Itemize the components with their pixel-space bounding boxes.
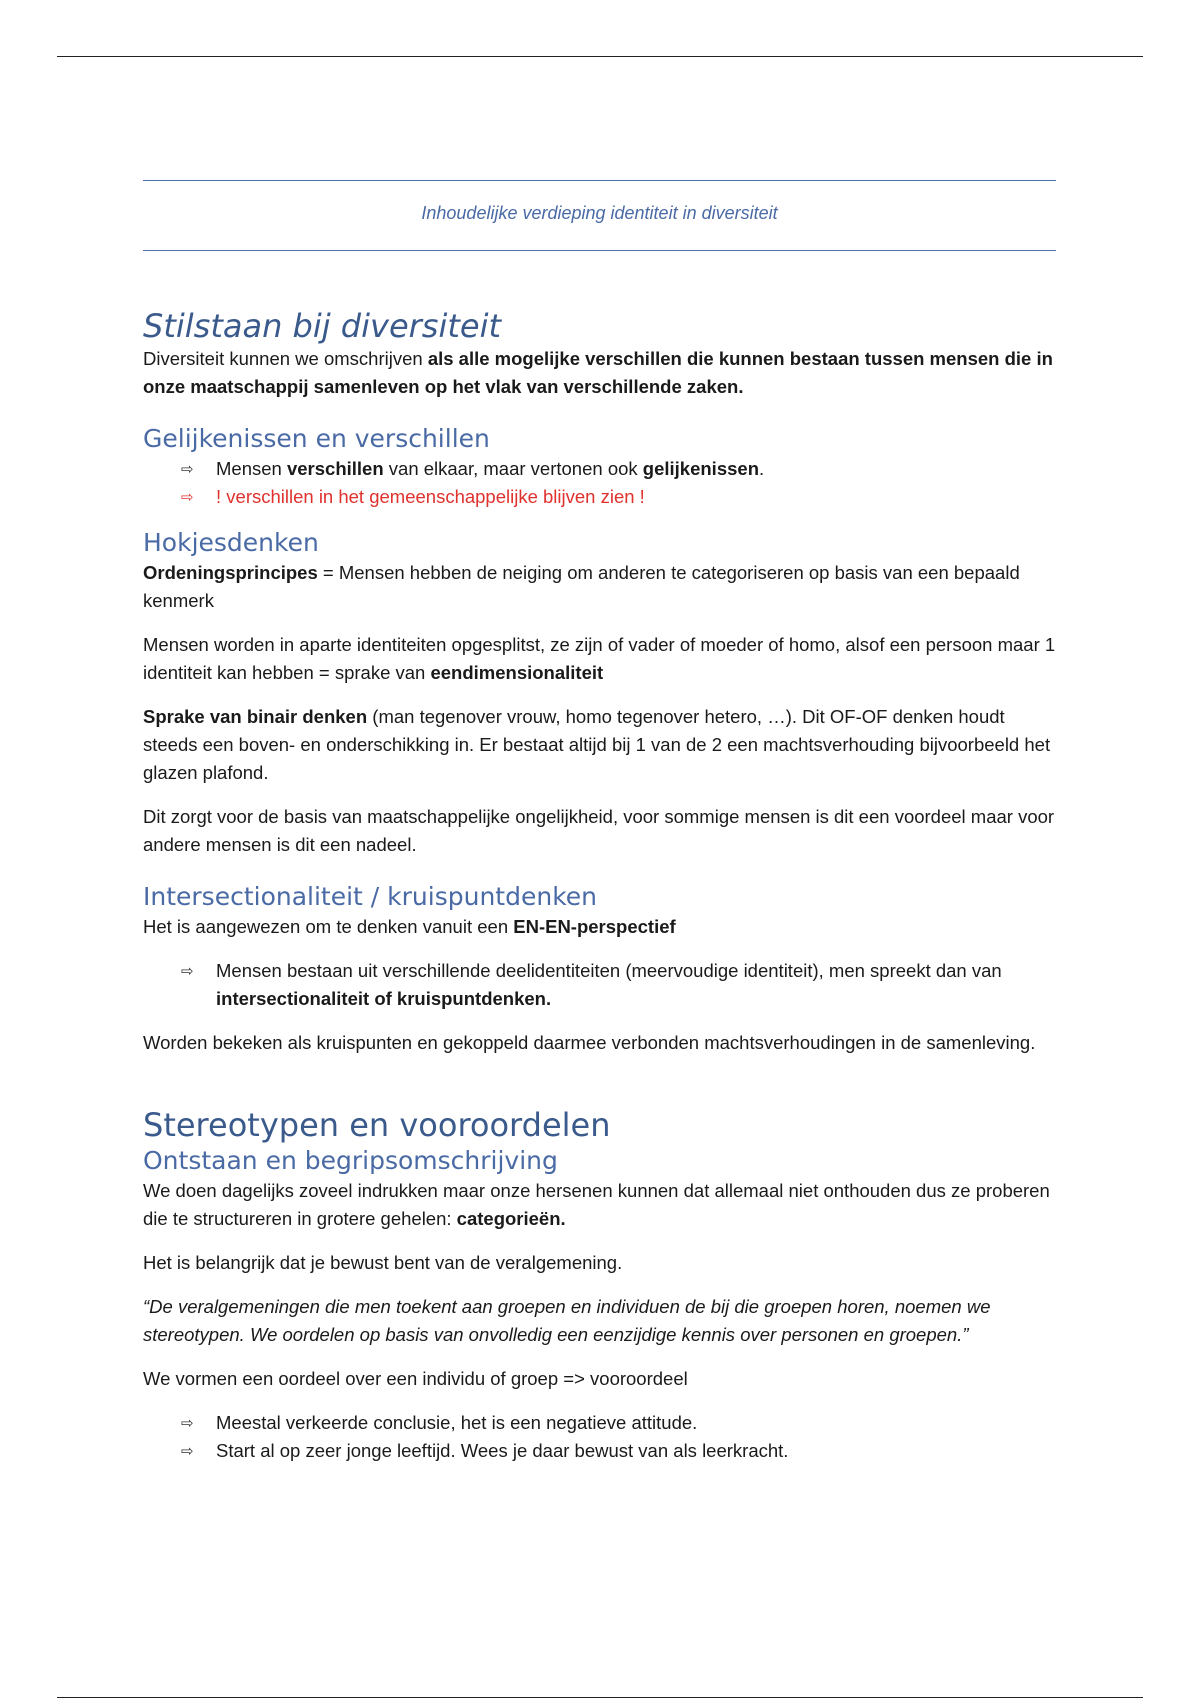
quote-text: “De veralgemeningen die men toekent aan groepen en individuen de bij die groepen horen, noemen we stereotypen. We oordelen op basis van onvolledig een eenzijdige kennis over personen en groepen.” — [143, 1296, 991, 1345]
bold-span: categorieën. — [456, 1208, 566, 1229]
heading-ontstaan: Ontstaan en begripsomschrijving — [143, 1146, 558, 1175]
text-span: . — [759, 458, 765, 479]
definition-plain: Diversiteit kunnen we omschrijven — [143, 348, 428, 369]
list-item — [181, 1437, 1056, 1465]
definition-bold: als alle mogelijke verschillen die kunnen bestaan tussen mensen die in onze maatschappij samenleven op het vlak van verschillende zaken. — [143, 348, 1053, 397]
quote-stereotypen — [143, 1293, 1056, 1349]
list-item — [181, 455, 1056, 483]
arrow-right-icon: ⇨ — [181, 460, 194, 478]
text-span: Mensen bestaan uit verschillende deelidentiteiten (meervoudige identiteit), men spreekt dan van — [216, 960, 1002, 981]
bold-span: EN-EN-perspectief — [513, 916, 676, 937]
paragraph-ongelijkheid: Dit zorgt voor de basis van maatschappelijke ongelijkheid, voor sommige mensen is dit een voordeel maar voor andere mensen is dit een nadeel. — [143, 806, 1055, 855]
diversiteit-definition — [143, 345, 1056, 401]
text-span: van elkaar, maar vertonen ook — [383, 458, 643, 479]
arrow-right-icon: ⇨ — [181, 962, 194, 980]
text-span: Start al op zeer jonge leeftijd. Wees je daar bewust van als leerkracht. — [216, 1440, 789, 1461]
arrow-right-icon: ⇨ — [181, 1442, 194, 1460]
bold-span: verschillen — [286, 458, 384, 479]
paragraph-vooroordeel: We vormen een oordeel over een individu of groep => vooroordeel — [143, 1368, 688, 1389]
text-span: Mensen worden in aparte identiteiten opgesplitst, ze zijn of vader of moeder of homo, alsof een persoon maar 1 identiteit kan hebben = sprake van — [143, 634, 1056, 683]
text-span: We doen dagelijks zoveel indrukken maar onze hersenen kunnen dat allemaal niet onthouden dus ze proberen die te structureren in grotere gehelen: — [143, 1180, 1050, 1229]
arrow-right-icon: ⇨ — [181, 488, 194, 506]
paragraph-eendimensionaliteit — [143, 631, 1056, 687]
paragraph-categorieen — [143, 1177, 1056, 1233]
bold-span: Ordeningsprincipes — [143, 562, 318, 583]
running-header — [143, 180, 1056, 251]
section-title-stereotypen: Stereotypen en vooroordelen — [143, 1106, 611, 1144]
text-span: Meestal verkeerde conclusie, het is een negatieve attitude. — [216, 1412, 698, 1433]
paragraph-binair-denken — [143, 703, 1056, 787]
document-body — [143, 307, 1056, 1465]
page-bottom-rule — [57, 1697, 1143, 1698]
list-item — [181, 957, 1056, 1013]
arrow-right-icon: ⇨ — [181, 1414, 194, 1432]
intersectionaliteit-list — [143, 957, 1056, 1013]
paragraph-en-en — [143, 913, 1056, 941]
heading-gelijkenissen: Gelijkenissen en verschillen — [143, 424, 490, 453]
list-item-warning — [181, 483, 1056, 511]
section-title-diversiteit: Stilstaan bij diversiteit — [143, 307, 502, 345]
bold-span: gelijkenissen — [642, 458, 759, 479]
running-header-title: Inhoudelijke verdieping identiteit in diversiteit — [421, 203, 778, 223]
warning-text: ! verschillen in het gemeenschappelijke blijven zien ! — [216, 486, 645, 507]
gelijkenissen-list — [143, 455, 1056, 511]
bold-span: intersectionaliteit of kruispuntdenken. — [216, 988, 552, 1009]
text-span: (man tegenover vrouw, homo tegenover hetero, …). Dit OF-OF denken houdt steeds een boven- en onderschikking in. Er bestaat altijd bij 1 van de 2 een machtsverhouding bijvoorbeeld het glazen plafond. — [143, 706, 1051, 783]
text-span: Mensen — [216, 458, 287, 479]
paragraph-ordeningsprincipes — [143, 559, 1056, 615]
text-span: = Mensen hebben de neiging om anderen te categoriseren op basis van een bepaald kenmerk — [143, 562, 1020, 611]
bold-span: eendimensionaliteit — [430, 662, 604, 683]
paragraph-kruispunten: Worden bekeken als kruispunten en gekoppeld daarmee verbonden machtsverhoudingen in de samenleving. — [143, 1032, 1036, 1053]
list-item — [181, 1409, 1056, 1437]
page-top-rule — [57, 56, 1143, 57]
heading-intersectionaliteit: Intersectionaliteit / kruispuntdenken — [143, 882, 598, 911]
bold-span: Sprake van binair denken — [143, 706, 368, 727]
heading-hokjesdenken: Hokjesdenken — [143, 528, 319, 557]
vooroordeel-list — [143, 1409, 1056, 1465]
text-span: Het is aangewezen om te denken vanuit een — [143, 916, 514, 937]
paragraph-veralgemening: Het is belangrijk dat je bewust bent van de veralgemening. — [143, 1252, 623, 1273]
